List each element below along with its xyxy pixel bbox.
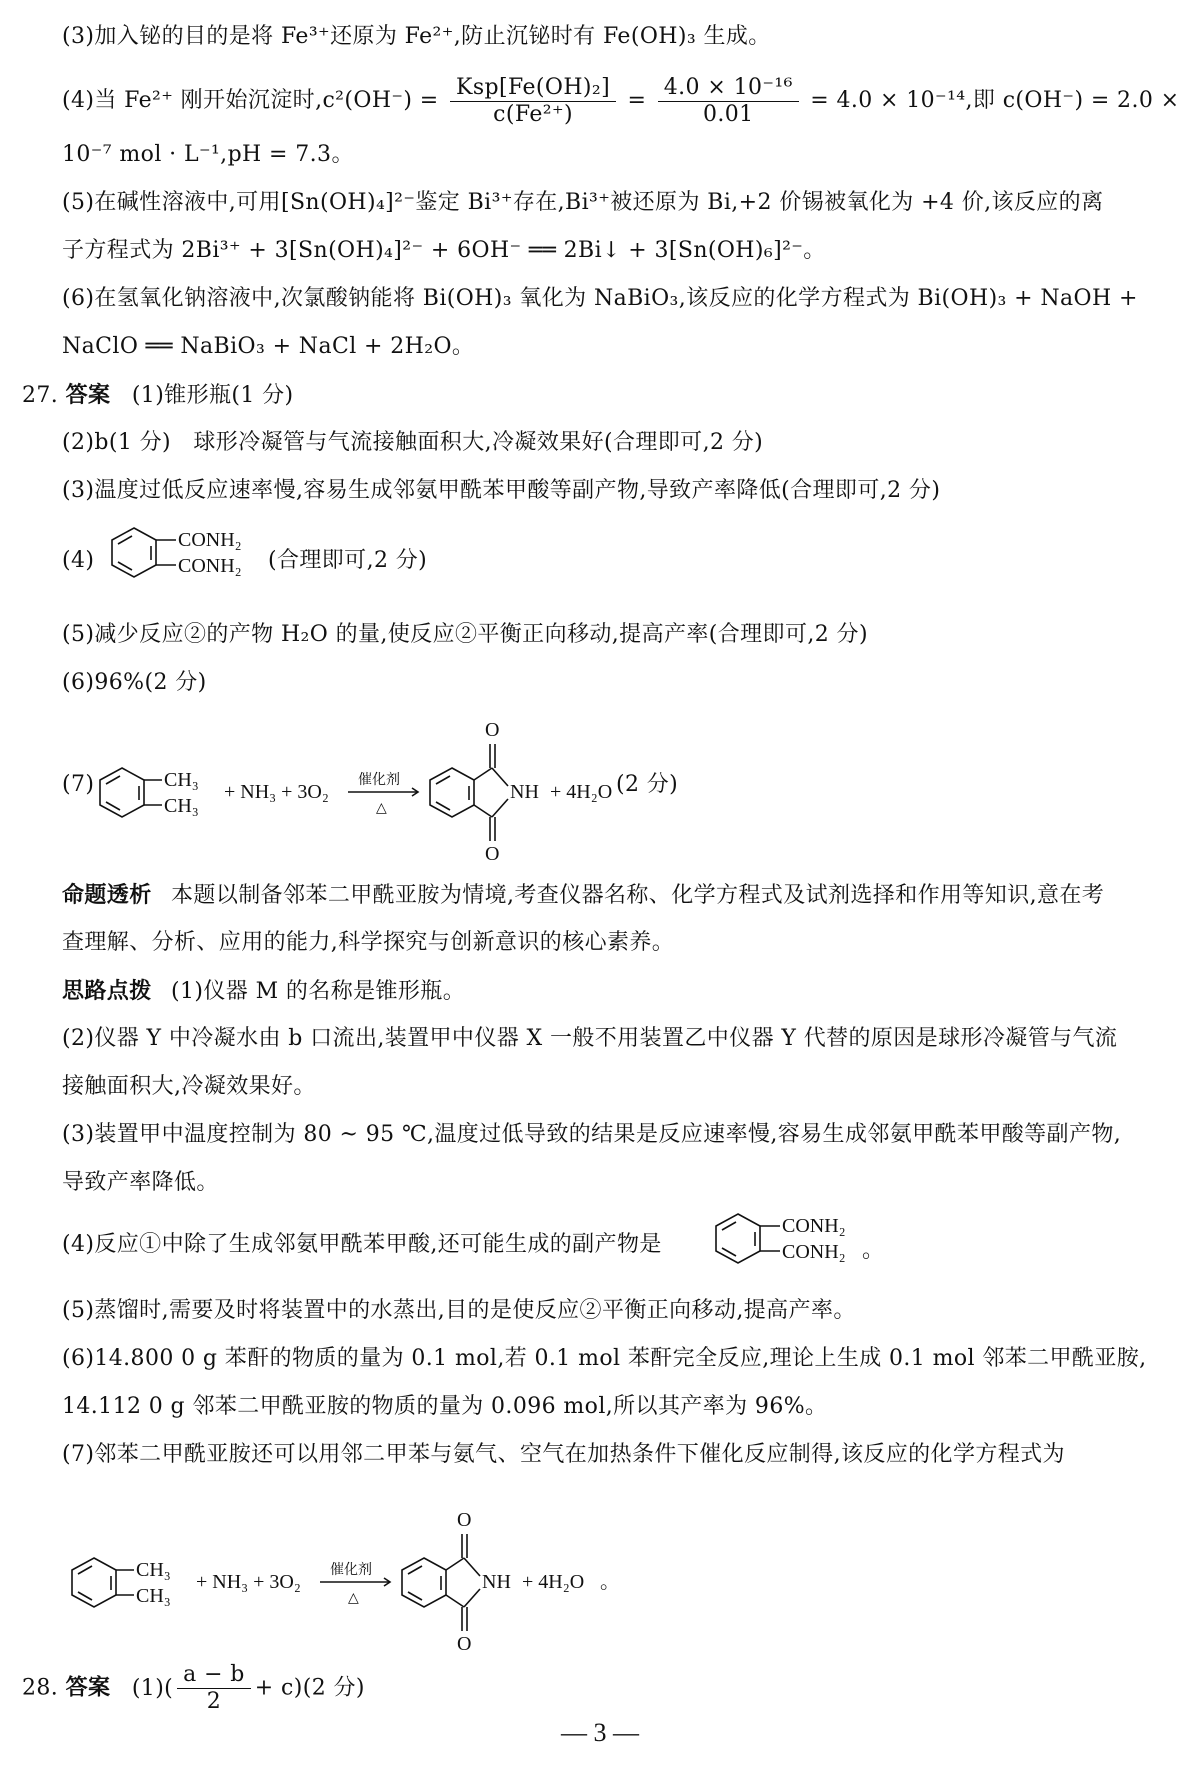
water-product-2: + 4H₂O bbox=[522, 1571, 585, 1593]
benzene-ring-icon bbox=[112, 528, 156, 577]
line-6-3: (3)加入铋的目的是将 Fe³⁺还原为 Fe²⁺,防止沉铋时有 Fe(OH)₃ 生成。 bbox=[62, 24, 771, 49]
conh2-top-2: CONH₂ bbox=[782, 1215, 846, 1237]
line-6-4 bbox=[62, 72, 1180, 130]
water-product: + 4H₂O bbox=[550, 781, 613, 803]
reagents-2: + NH₃ + 3O₂ bbox=[196, 1571, 301, 1593]
value-numerator: 4.0 × 10⁻¹⁶ bbox=[658, 75, 799, 102]
silu-3a: (3)装置甲中温度控制为 80 ~ 95 ℃,温度过低导致的结果是反应速率慢,容易生成邻氨甲酰苯甲酸等副产物, bbox=[62, 1122, 1122, 1147]
ksp-numerator: Ksp[Fe(OH)₂] bbox=[450, 75, 616, 102]
q27-answer-2: (2)b(1 分) 球形冷凝管与气流接触面积大,冷凝效果好(合理即可,2 分) bbox=[62, 430, 764, 455]
mingti-label: 命题透析 bbox=[62, 882, 152, 908]
q28-number: 28. bbox=[22, 1675, 59, 1701]
q27-answer-5: (5)减少反应②的产物 H₂O 的量,使反应②平衡正向移动,提高产率(合理即可,2 分) bbox=[62, 622, 868, 647]
q27-answer-label: 答案 bbox=[65, 382, 111, 408]
nh-label-2: NH bbox=[482, 1571, 511, 1593]
silu-4-post: 。 bbox=[862, 1238, 885, 1263]
oxygen-top: O bbox=[485, 719, 500, 741]
silu-5: (5)蒸馏时,需要及时将装置中的水蒸出,目的是使反应②平衡正向移动,提高产率。 bbox=[62, 1298, 856, 1323]
silu-7-post: 。 bbox=[600, 1571, 620, 1593]
q28-denominator: 2 bbox=[206, 1689, 222, 1714]
silu-line-1 bbox=[62, 976, 1158, 1007]
phthalamide-structure bbox=[112, 520, 262, 590]
benzene-ring-icon-2 bbox=[716, 1214, 760, 1263]
q27-number: 27. bbox=[22, 383, 59, 408]
q27-answer-1: (1)锥形瓶(1 分) bbox=[131, 383, 294, 408]
page-number: — 3 — bbox=[561, 1718, 639, 1747]
ch3-bottom-2: CH₃ bbox=[136, 1585, 171, 1607]
silu-6a: (6)14.800 0 g 苯酐的物质的量为 0.1 mol,若 0.1 mol 苯酐完全反应,理论上生成 0.1 mol 邻苯二甲酰亚胺, bbox=[62, 1346, 1147, 1371]
value-denominator: 0.01 bbox=[703, 101, 754, 127]
ch3-top-2: CH₃ bbox=[136, 1559, 171, 1581]
q28-heading bbox=[22, 1662, 1158, 1715]
silu-label: 思路点拨 bbox=[62, 978, 152, 1004]
q27-answer-4-post: (合理即可,2 分) bbox=[268, 548, 428, 573]
q27-answer-7-pre: (7) bbox=[62, 772, 95, 797]
q28-answer-label: 答案 bbox=[65, 1674, 111, 1701]
q27-heading bbox=[22, 380, 1158, 411]
q28-fraction bbox=[177, 1662, 251, 1715]
silu-2b: 接触面积大,冷凝效果好。 bbox=[62, 1074, 316, 1099]
ksp-denominator: c(Fe²⁺) bbox=[493, 101, 573, 127]
conh2-bottom-2: CONH₂ bbox=[782, 1241, 846, 1263]
line-6-6a: (6)在氢氧化钠溶液中,次氯酸钠能将 Bi(OH)₃ 氧化为 NaBiO₃,该反应的化学方程式为 Bi(OH)₃ + NaOH + bbox=[62, 286, 1138, 311]
nh-label: NH bbox=[510, 781, 539, 803]
mingti-text-b: 查理解、分析、应用的能力,科学探究与创新意识的核心素养。 bbox=[62, 930, 675, 955]
q28-pre: (1)( bbox=[131, 1675, 174, 1701]
heat-label: △ bbox=[376, 801, 387, 816]
reaction-scheme-2 bbox=[72, 1496, 732, 1656]
ch3-bottom: CH₃ bbox=[164, 795, 199, 817]
oxygen-bottom-2: O bbox=[457, 1633, 472, 1655]
l4-eq: = bbox=[627, 88, 647, 113]
catalyst-label-2: 催化剂 bbox=[330, 1563, 372, 1578]
value-fraction bbox=[658, 75, 799, 128]
phthalamide-structure-2 bbox=[716, 1206, 866, 1276]
catalyst-label: 催化剂 bbox=[358, 773, 400, 788]
xylene-ring-icon-2 bbox=[72, 1558, 116, 1607]
oxygen-top-2: O bbox=[457, 1509, 472, 1531]
mingti-text-a: 本题以制备邻苯二甲酰亚胺为情境,考查仪器名称、化学方程式及试剂选择和作用等知识,意在考 bbox=[171, 883, 1105, 908]
silu-3b: 导致产率降低。 bbox=[62, 1170, 219, 1195]
heat-label-2: △ bbox=[348, 1591, 359, 1606]
q28-numerator: a − b bbox=[177, 1662, 251, 1689]
line-6-4b: 10⁻⁷ mol · L⁻¹,pH = 7.3。 bbox=[62, 142, 354, 167]
xylene-ring-icon bbox=[100, 768, 144, 817]
silu-1: (1)仪器 M 的名称是锥形瓶。 bbox=[171, 979, 466, 1004]
q27-answer-3: (3)温度过低反应速率慢,容易生成邻氨甲酰苯甲酸等副产物,导致产率降低(合理即可,2 分) bbox=[62, 478, 941, 503]
line-6-5b: 子方程式为 2Bi³⁺ + 3[Sn(OH)₄]²⁻ + 6OH⁻ ══ 2Bi↓ + 3[Sn(OH)₆]²⁻。 bbox=[62, 238, 826, 263]
silu-6b: 14.112 0 g 邻苯二甲酰亚胺的物质的量为 0.096 mol,所以其产率为 96%。 bbox=[62, 1394, 828, 1419]
conh2-top: CONH₂ bbox=[178, 529, 242, 551]
oxygen-bottom: O bbox=[485, 843, 500, 865]
silu-2a: (2)仪器 Y 中冷凝水由 b 口流出,装置甲中仪器 X 一般不用装置乙中仪器 Y 代替的原因是球形冷凝管与气流 bbox=[62, 1026, 1118, 1051]
q28-post: + c)(2 分) bbox=[254, 1675, 365, 1701]
silu-4-pre: (4)反应①中除了生成邻氨甲酰苯甲酸,还可能生成的副产物是 bbox=[62, 1232, 662, 1257]
line-6-6b: NaClO ══ NaBiO₃ + NaCl + 2H₂O。 bbox=[62, 334, 475, 359]
phthalimide-ring-icon-2 bbox=[402, 1558, 446, 1607]
q27-answer-6: (6)96%(2 分) bbox=[62, 670, 207, 695]
line-6-5a: (5)在碱性溶液中,可用[Sn(OH)₄]²⁻鉴定 Bi³⁺存在,Bi³⁺被还原为 Bi,+2 价锡被氧化为 +4 价,该反应的离 bbox=[62, 190, 1104, 215]
l4-post: = 4.0 × 10⁻¹⁴,即 c(OH⁻) = 2.0 × bbox=[810, 88, 1180, 113]
ksp-fraction bbox=[450, 75, 616, 128]
q27-answer-7-post: (2 分) bbox=[616, 772, 679, 797]
mingti-line-a bbox=[62, 880, 1158, 911]
conh2-bottom: CONH₂ bbox=[178, 555, 242, 577]
l4-pre: (4)当 Fe²⁺ 刚开始沉淀时,c²(OH⁻) = bbox=[62, 88, 439, 113]
ch3-top: CH₃ bbox=[164, 769, 199, 791]
reagents: + NH₃ + 3O₂ bbox=[224, 781, 329, 803]
q27-answer-4-pre: (4) bbox=[62, 548, 95, 573]
silu-7: (7)邻苯二甲酰亚胺还可以用邻二甲苯与氨气、空气在加热条件下催化反应制得,该反应的化学方程式为 bbox=[62, 1442, 1065, 1467]
phthalimide-ring-icon bbox=[430, 768, 474, 817]
